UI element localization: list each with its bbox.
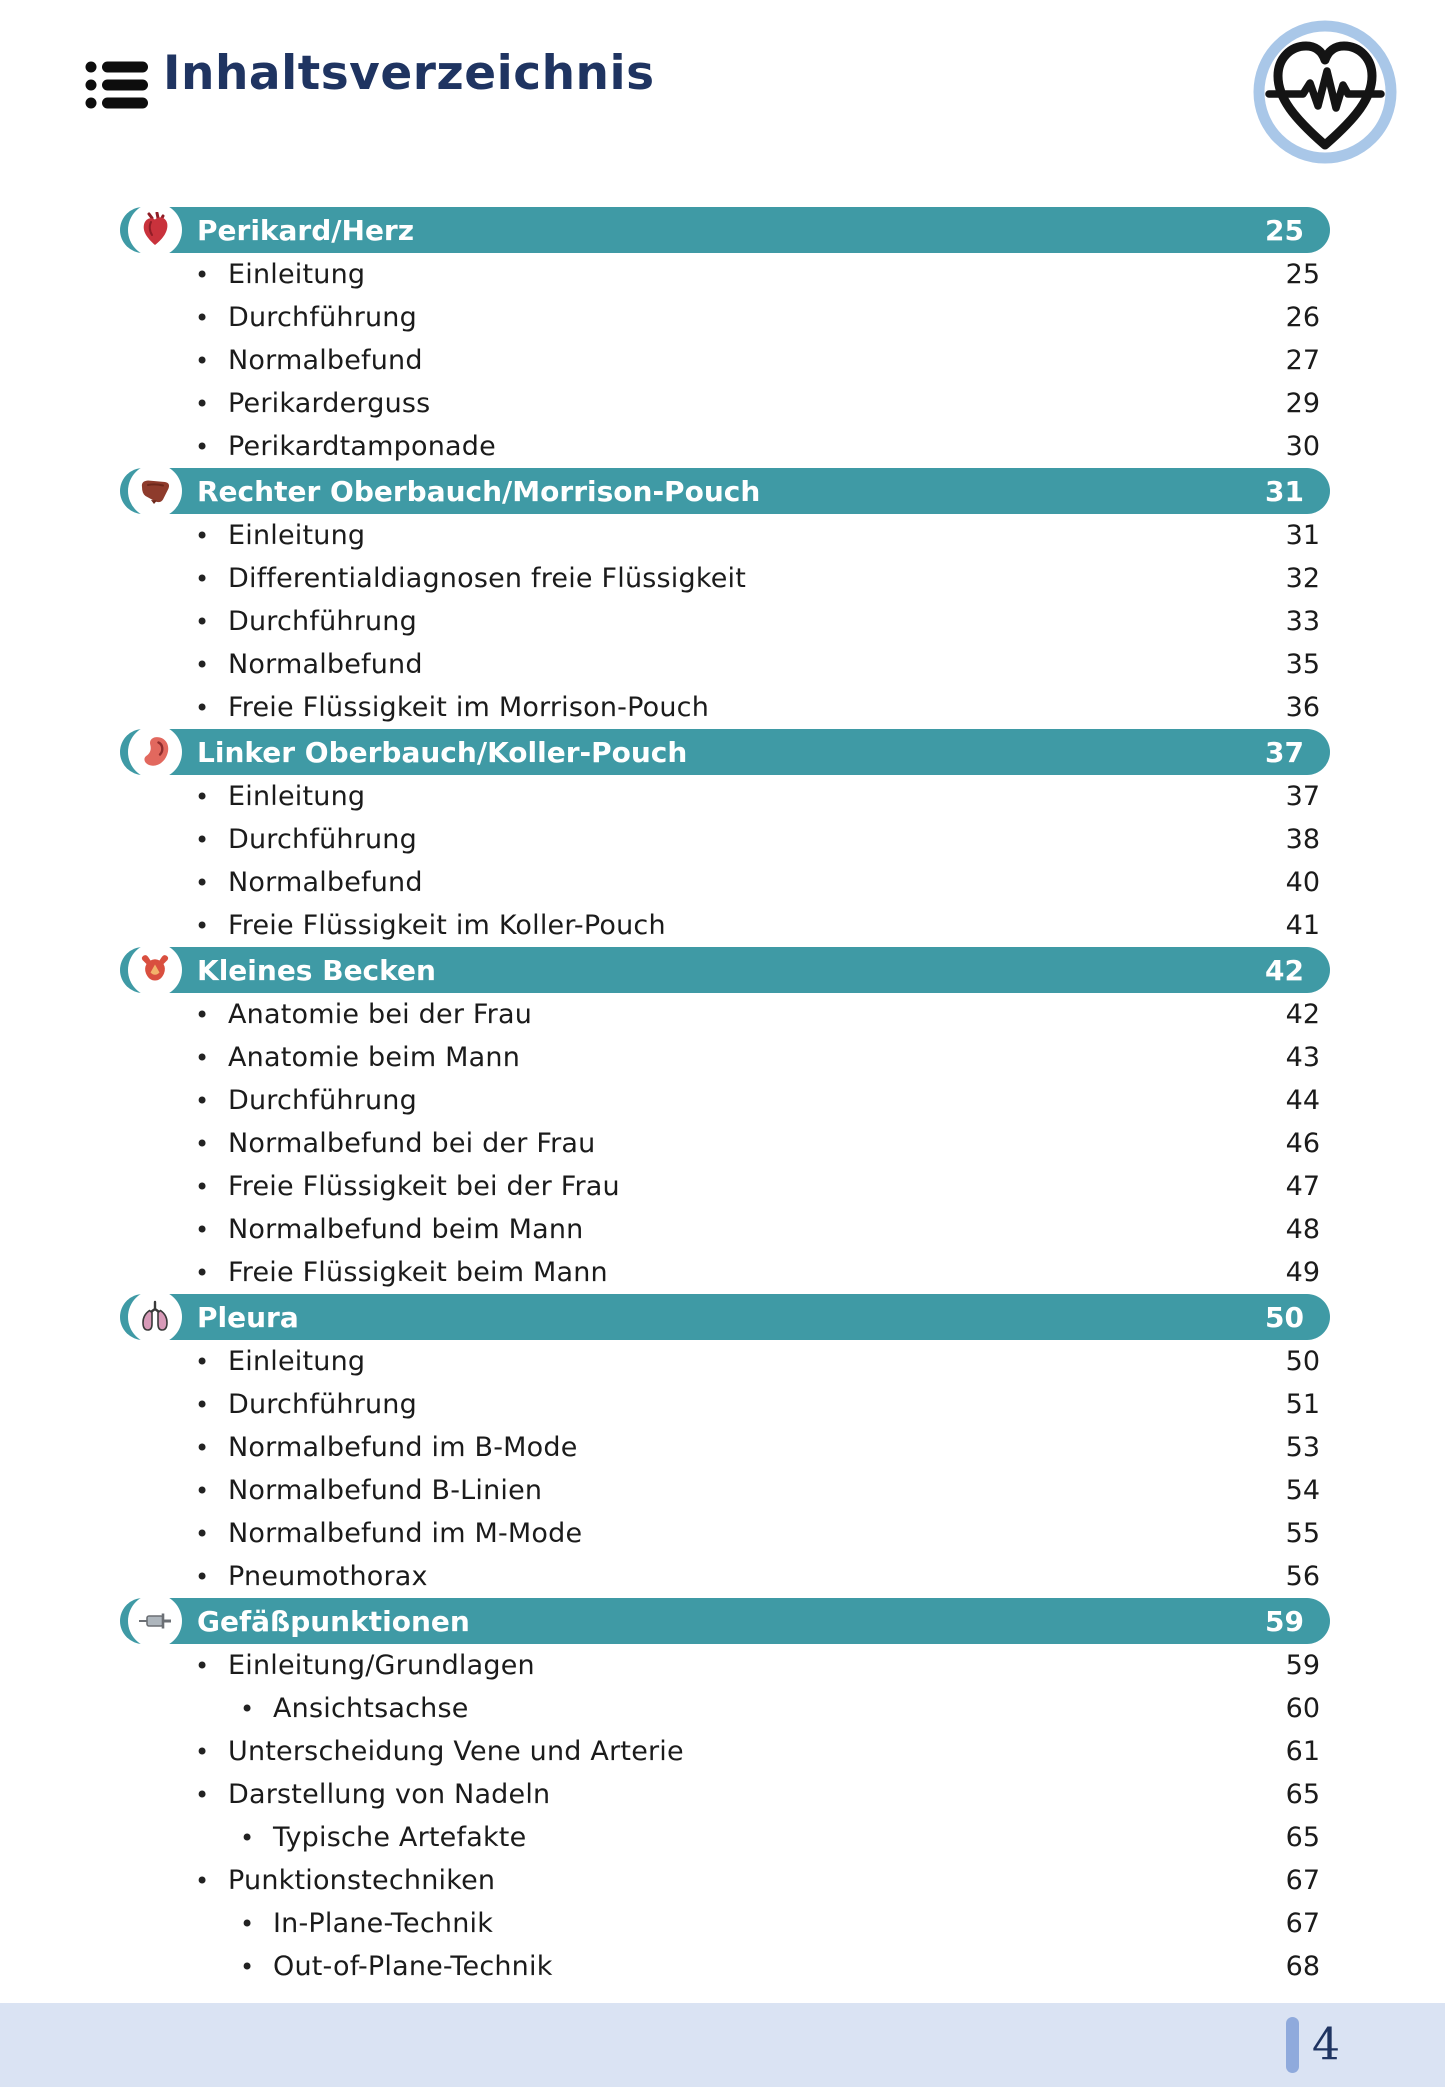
toc-item-page: 67 [1285, 1865, 1320, 1896]
footer-accent-bar [1286, 2017, 1299, 2073]
section-title: Rechter Oberbauch/Morrison-Pouch [197, 474, 761, 508]
bullet-icon [195, 1391, 228, 1419]
toc-item-page: 67 [1285, 1908, 1320, 1939]
footer-page-number: 4 [1312, 2019, 1340, 2071]
bullet-icon [195, 522, 228, 550]
bullet-icon [240, 1910, 273, 1938]
toc-item[interactable] [120, 1816, 1330, 1859]
toc-item-page: 37 [1285, 781, 1320, 812]
toc-item[interactable] [120, 1773, 1330, 1816]
toc-item[interactable] [120, 1426, 1330, 1469]
toc-item-label: Normalbefund im B-Mode [228, 1432, 578, 1463]
bullet-icon [195, 694, 228, 722]
toc-item-page: 46 [1285, 1128, 1320, 1159]
toc-item[interactable] [120, 1945, 1330, 1988]
toc-item[interactable] [120, 339, 1330, 382]
bullet-icon [195, 1738, 228, 1766]
toc-item-label: Normalbefund beim Mann [228, 1214, 584, 1245]
toc-item[interactable] [120, 1208, 1330, 1251]
toc-item-page: 43 [1285, 1042, 1320, 1073]
section-page: 50 [1265, 1300, 1304, 1334]
section-header[interactable] [120, 729, 1330, 775]
toc-item[interactable] [120, 1469, 1330, 1512]
table-of-contents [120, 207, 1330, 1988]
toc-item[interactable] [120, 1730, 1330, 1773]
bullet-icon [195, 1130, 228, 1158]
toc-item-label: Einleitung [228, 520, 366, 551]
bullet-icon [240, 1953, 273, 1981]
toc-item[interactable] [120, 775, 1330, 818]
toc-item-label: Anatomie bei der Frau [228, 999, 533, 1030]
bullet-icon [195, 1434, 228, 1462]
section-gefaesspunktionen [120, 1598, 1330, 1988]
toc-item-label: Ansichtsachse [273, 1693, 469, 1724]
toc-item-page: 68 [1285, 1951, 1320, 1982]
toc-item[interactable] [120, 382, 1330, 425]
bullet-icon [195, 783, 228, 811]
bullet-icon [195, 1867, 228, 1895]
toc-item[interactable] [120, 1122, 1330, 1165]
syringe-icon [128, 1594, 182, 1648]
toc-item-label: Perikardtamponade [228, 431, 496, 462]
bullet-icon [195, 1087, 228, 1115]
toc-item-page: 40 [1285, 867, 1320, 898]
list-icon [85, 58, 149, 112]
toc-item-page: 29 [1285, 388, 1320, 419]
bullet-icon [195, 1173, 228, 1201]
toc-item[interactable] [120, 1079, 1330, 1122]
toc-item-label: Freie Flüssigkeit im Morrison-Pouch [228, 692, 710, 723]
bullet-icon [195, 826, 228, 854]
section-header[interactable] [120, 1294, 1330, 1340]
toc-item-page: 41 [1285, 910, 1320, 941]
heart-icon [128, 203, 182, 257]
toc-item-page: 47 [1285, 1171, 1320, 1202]
footer [0, 2003, 1445, 2087]
toc-item-page: 38 [1285, 824, 1320, 855]
toc-item-page: 32 [1285, 563, 1320, 594]
bullet-icon [240, 1695, 273, 1723]
toc-item-label: Pneumothorax [228, 1561, 428, 1592]
toc-item[interactable] [120, 1555, 1330, 1598]
toc-item[interactable] [120, 600, 1330, 643]
toc-item-label: Normalbefund B-Linien [228, 1475, 543, 1506]
toc-item[interactable] [120, 1644, 1330, 1687]
toc-item-page: 65 [1285, 1822, 1320, 1853]
toc-item[interactable] [120, 686, 1330, 729]
section-page: 37 [1265, 735, 1304, 769]
bullet-icon [195, 304, 228, 332]
toc-item-page: 56 [1285, 1561, 1320, 1592]
bullet-icon [195, 1044, 228, 1072]
toc-item[interactable] [120, 1251, 1330, 1294]
section-title: Gefäßpunktionen [197, 1604, 470, 1638]
section-pleura [120, 1294, 1330, 1598]
toc-item-label: Einleitung/Grundlagen [228, 1650, 535, 1681]
bullet-icon [195, 1781, 228, 1809]
spleen-icon [128, 725, 182, 779]
section-header[interactable] [120, 1598, 1330, 1644]
section-page: 25 [1265, 213, 1304, 247]
bullet-icon [195, 433, 228, 461]
toc-item-page: 31 [1285, 520, 1320, 551]
toc-item[interactable] [120, 1036, 1330, 1079]
bullet-icon [195, 651, 228, 679]
toc-item-label: In-Plane-Technik [273, 1908, 494, 1939]
toc-item-page: 42 [1285, 999, 1320, 1030]
toc-item-page: 27 [1285, 345, 1320, 376]
toc-item-page: 33 [1285, 606, 1320, 637]
toc-item[interactable] [120, 1687, 1330, 1730]
bullet-icon [195, 608, 228, 636]
section-page: 42 [1265, 953, 1304, 987]
bladder-icon [128, 943, 182, 997]
bullet-icon [195, 1520, 228, 1548]
toc-item[interactable] [120, 904, 1330, 947]
toc-item-label: Einleitung [228, 781, 366, 812]
bullet-icon [195, 390, 228, 418]
toc-item[interactable] [120, 1512, 1330, 1555]
toc-item-label: Differentialdiagnosen freie Flüssigkeit [228, 563, 747, 594]
toc-item-page: 26 [1285, 302, 1320, 333]
toc-item-label: Durchführung [228, 1389, 417, 1420]
section-page: 59 [1265, 1604, 1304, 1638]
toc-item[interactable] [120, 818, 1330, 861]
section-header[interactable] [120, 468, 1330, 514]
bullet-icon [195, 1216, 228, 1244]
bullet-icon [195, 869, 228, 897]
toc-item-page: 51 [1285, 1389, 1320, 1420]
toc-item-label: Anatomie beim Mann [228, 1042, 521, 1073]
toc-item-page: 59 [1285, 1650, 1320, 1681]
section-title: Pleura [197, 1300, 299, 1334]
toc-item-page: 55 [1285, 1518, 1320, 1549]
toc-item-label: Darstellung von Nadeln [228, 1779, 551, 1810]
toc-item-label: Typische Artefakte [273, 1822, 527, 1853]
section-header[interactable] [120, 207, 1330, 253]
toc-item[interactable] [120, 425, 1330, 468]
toc-item[interactable] [120, 1165, 1330, 1208]
bullet-icon [240, 1824, 273, 1852]
section-perikard-herz [120, 207, 1330, 468]
toc-item-label: Normalbefund [228, 345, 423, 376]
toc-item-label: Normalbefund [228, 867, 423, 898]
bullet-icon [195, 261, 228, 289]
liver-icon [128, 464, 182, 518]
toc-item-label: Einleitung [228, 259, 366, 290]
toc-item-label: Normalbefund bei der Frau [228, 1128, 596, 1159]
toc-item-page: 65 [1285, 1779, 1320, 1810]
toc-item[interactable] [120, 1340, 1330, 1383]
toc-item-label: Freie Flüssigkeit beim Mann [228, 1257, 608, 1288]
toc-item[interactable] [120, 1383, 1330, 1426]
bullet-icon [195, 1477, 228, 1505]
toc-item[interactable] [120, 1902, 1330, 1945]
toc-item-page: 53 [1285, 1432, 1320, 1463]
bullet-icon [195, 1259, 228, 1287]
toc-item[interactable] [120, 1859, 1330, 1902]
toc-item-label: Punktionstechniken [228, 1865, 496, 1896]
toc-item-page: 60 [1285, 1693, 1320, 1724]
toc-item[interactable] [120, 643, 1330, 686]
toc-item-page: 61 [1285, 1736, 1320, 1767]
toc-item-page: 50 [1285, 1346, 1320, 1377]
toc-item[interactable] [120, 514, 1330, 557]
toc-item-label: Durchführung [228, 824, 417, 855]
section-title: Linker Oberbauch/Koller-Pouch [197, 735, 688, 769]
toc-item-label: Durchführung [228, 606, 417, 637]
toc-item-label: Unterscheidung Vene und Arterie [228, 1736, 684, 1767]
bullet-icon [195, 912, 228, 940]
toc-item-page: 54 [1285, 1475, 1320, 1506]
toc-item-page: 36 [1285, 692, 1320, 723]
toc-item-label: Durchführung [228, 1085, 417, 1116]
toc-item-label: Normalbefund [228, 649, 423, 680]
section-header[interactable] [120, 947, 1330, 993]
toc-item-label: Perikarderguss [228, 388, 431, 419]
toc-item-label: Freie Flüssigkeit im Koller-Pouch [228, 910, 666, 941]
toc-item-page: 44 [1285, 1085, 1320, 1116]
section-title: Kleines Becken [197, 953, 436, 987]
section-linker-oberbauch [120, 729, 1330, 947]
bullet-icon [195, 347, 228, 375]
toc-item-page: 49 [1285, 1257, 1320, 1288]
bullet-icon [195, 1563, 228, 1591]
toc-item[interactable] [120, 296, 1330, 339]
page-title: Inhaltsverzeichnis [163, 46, 655, 101]
toc-item-label: Freie Flüssigkeit bei der Frau [228, 1171, 620, 1202]
heart-pulse-icon [1247, 14, 1403, 170]
section-title: Perikard/Herz [197, 213, 415, 247]
toc-item-page: 25 [1285, 259, 1320, 290]
toc-item[interactable] [120, 557, 1330, 600]
toc-item[interactable] [120, 253, 1330, 296]
toc-item-page: 30 [1285, 431, 1320, 462]
toc-item-label: Einleitung [228, 1346, 366, 1377]
section-kleines-becken [120, 947, 1330, 1294]
lungs-icon [128, 1290, 182, 1344]
toc-item[interactable] [120, 993, 1330, 1036]
toc-item-label: Out-of-Plane-Technik [273, 1951, 553, 1982]
bullet-icon [195, 1652, 228, 1680]
bullet-icon [195, 1001, 228, 1029]
toc-item-label: Normalbefund im M-Mode [228, 1518, 583, 1549]
section-rechter-oberbauch [120, 468, 1330, 729]
toc-item-page: 48 [1285, 1214, 1320, 1245]
toc-item[interactable] [120, 861, 1330, 904]
section-page: 31 [1265, 474, 1304, 508]
toc-item-page: 35 [1285, 649, 1320, 680]
toc-item-label: Durchführung [228, 302, 417, 333]
bullet-icon [195, 565, 228, 593]
bullet-icon [195, 1348, 228, 1376]
